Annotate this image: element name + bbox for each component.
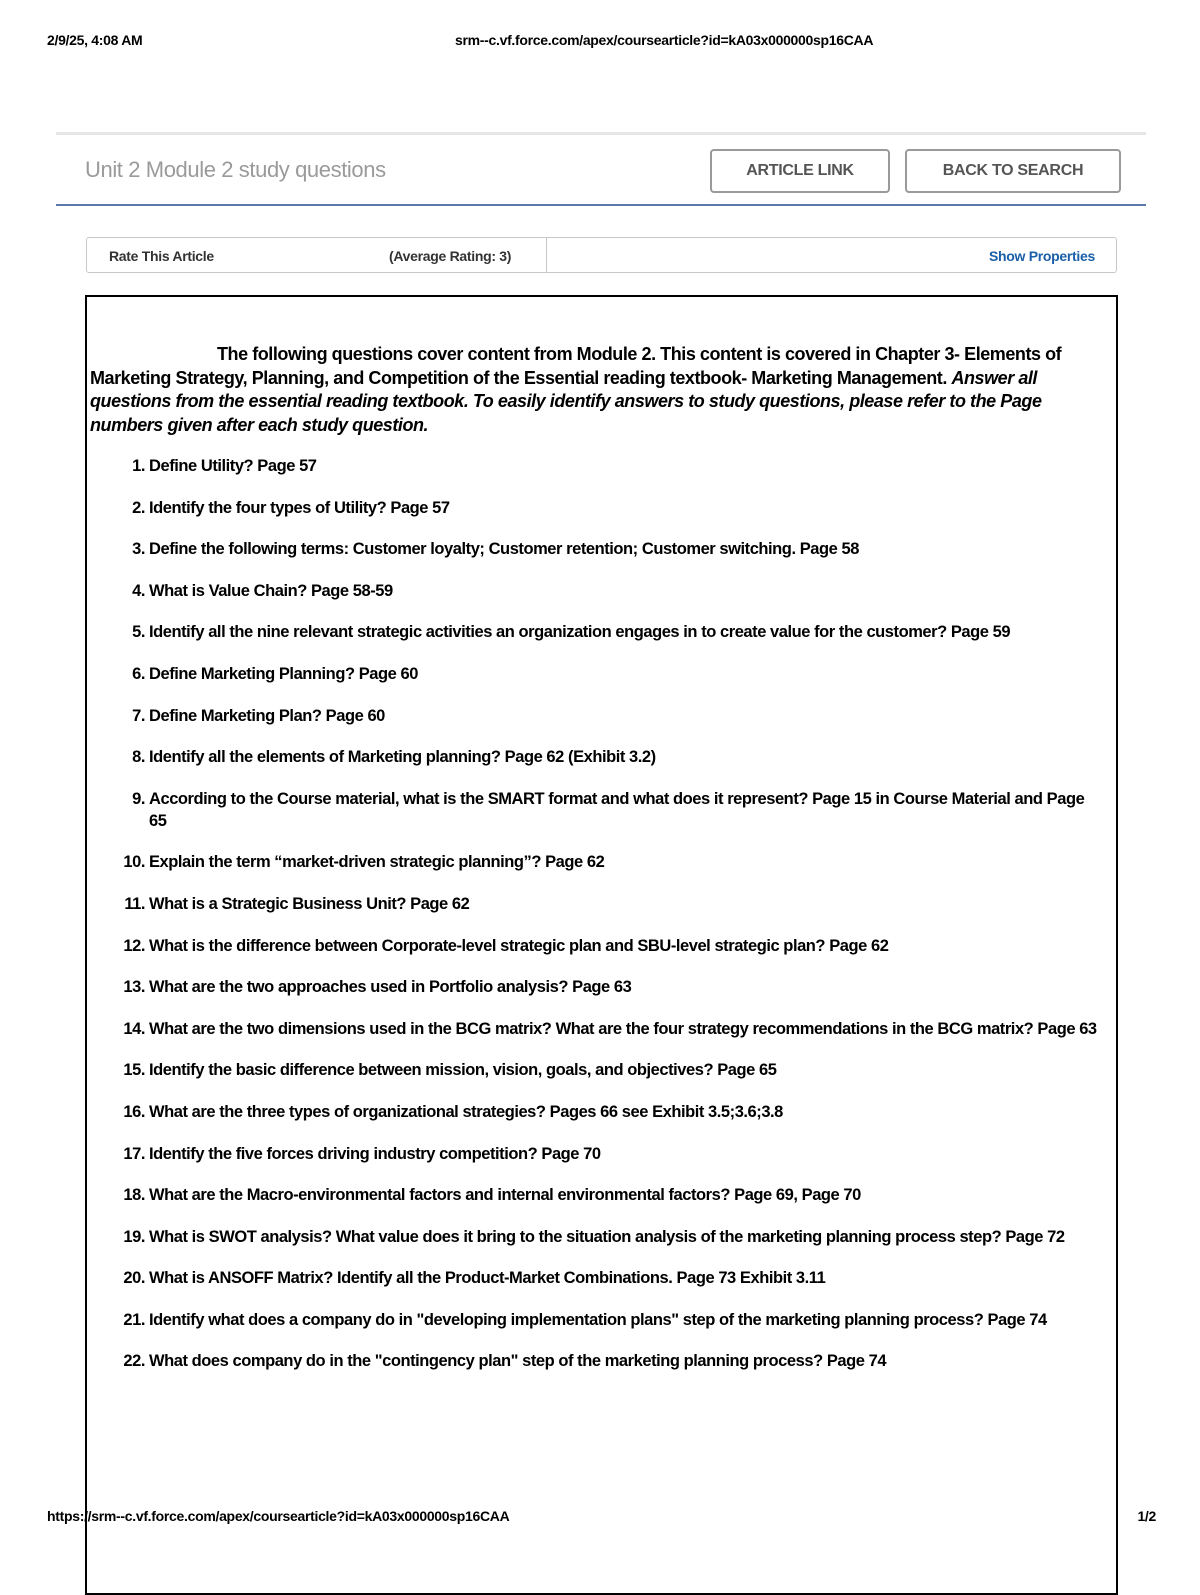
question-text: Identify the five forces driving industry competition? Page 70 [149,1144,601,1163]
question-number: 21. [123,1310,145,1329]
question-number: 1. [132,457,145,475]
question-text: What does company do in the "contingency plan" step of the marketing planning process? Page 74 [149,1352,887,1371]
intro-paragraph [90,343,1080,437]
rating-bar [86,237,1117,273]
question-text: According to the Course material, what is the SMART format and what does it represent? Page 15 in Course Material and Page 65 [149,789,1085,830]
question-number: 9. [132,789,145,808]
question-text: Explain the term “market-driven strategic planning”? Page 62 [149,853,605,872]
question-number: 15. [123,1061,145,1080]
intro-italic: Answer all questions from the essential reading textbook. To easily identify answers to study questions, please refer to the [90,367,1037,411]
question-number: 8. [132,748,145,767]
list-item [87,1309,1097,1331]
question-text: Define the following terms: Customer loyalty; Customer retention; Customer switching. Page 58 [149,540,859,559]
list-item [87,663,1097,685]
list-item [87,1059,1097,1081]
question-number: 2. [132,498,145,517]
question-text: What is a Strategic Business Unit? Page 62 [149,894,470,913]
list-item [87,538,1097,560]
print-footer-url: https://srm--c.vf.force.com/apex/coursearticle?id=kA03x000000sp16CAA [47,1508,510,1524]
list-item [87,851,1097,873]
question-number: 3. [132,540,145,559]
print-datetime: 2/9/25, 4:08 AM [47,32,143,48]
question-number: 16. [123,1102,145,1121]
question-text: Define Utility? Page 57 [149,457,317,475]
question-text: Identify the basic difference between mission, vision, goals, and objectives? Page 65 [149,1061,777,1080]
question-number: 4. [132,581,145,600]
article-content [85,295,1118,1595]
article-link-button[interactable]: ARTICLE LINK [710,149,890,193]
question-text: What is SWOT analysis? What value does it bring to the situation analysis of the marketing planning process step? Page 72 [149,1227,1065,1246]
question-text: Define Marketing Plan? Page 60 [149,706,385,725]
print-header-url: srm--c.vf.force.com/apex/coursearticle?id=kA03x000000sp16CAA [455,32,874,48]
page-number: 1/2 [1137,1508,1156,1524]
list-item [87,788,1097,832]
list-item [87,1018,1097,1040]
question-number: 22. [123,1352,145,1371]
question-text: What are the three types of organizational strategies? Pages 66 see Exhibit 3.5;3.6;3.8 [149,1102,783,1121]
list-item [87,976,1097,998]
list-item [87,935,1097,957]
question-number: 7. [132,706,145,725]
show-properties-link[interactable]: Show Properties [989,248,1095,264]
study-questions-list [87,455,1097,1392]
question-number: 5. [132,623,145,642]
list-item [87,746,1097,768]
list-item [87,1184,1097,1206]
question-text: What are the Macro-environmental factors and internal environmental factors? Page 69, Page 70 [149,1186,861,1205]
rating-divider [546,238,547,272]
question-text: Identify all the elements of Marketing planning? Page 62 (Exhibit 3.2) [149,748,656,767]
list-item [87,1350,1097,1372]
question-text: What are the two dimensions used in the BCG matrix? What are the four strategy recommendations in the BCG matrix? Page 63 [149,1019,1097,1038]
rate-article-label[interactable]: Rate This Article [109,248,214,264]
question-number: 6. [132,664,145,683]
list-item [87,1226,1097,1248]
question-number: 10. [123,853,145,872]
question-number: 18. [123,1186,145,1205]
question-text: Identify all the nine relevant strategic activities an organization engages in to create value for the customer? Page 59 [149,623,1011,642]
average-rating: (Average Rating: 3) [389,248,512,264]
question-number: 13. [123,978,145,997]
list-item [87,893,1097,915]
intro-bold-italic: Page numbers [90,391,1042,435]
question-text: Identify the four types of Utility? Page 57 [149,498,450,517]
question-number: 12. [123,936,145,955]
list-item [87,621,1097,643]
intro-italic-end: given after each study question. [167,414,429,435]
list-item [87,705,1097,727]
question-text: What is ANSOFF Matrix? Identify all the Product-Market Combinations. Page 73 Exhibit 3.11 [149,1269,826,1288]
question-number: 19. [123,1227,145,1246]
list-item [87,580,1097,602]
question-text: What are the two approaches used in Portfolio analysis? Page 63 [149,978,632,997]
back-to-search-button[interactable]: BACK TO SEARCH [905,149,1121,193]
question-text: What is Value Chain? Page 58-59 [149,581,393,600]
question-text: Identify what does a company do in "developing implementation plans" step of the marketing planning process? Page 74 [149,1310,1047,1329]
list-item [87,497,1097,519]
article-title: Unit 2 Module 2 study questions [85,157,386,182]
question-text: What is the difference between Corporate-level strategic plan and SBU-level strategic plan? Page 62 [149,936,889,955]
question-number: 14. [123,1019,145,1038]
question-text: Define Marketing Planning? Page 60 [149,664,418,683]
article-header [56,132,1146,206]
list-item [87,1143,1097,1165]
question-number: 11. [124,894,145,913]
list-item [87,1267,1097,1289]
list-item [87,455,1097,477]
intro-text: The following questions cover content from Module 2. This content is covered in Chapter 3- Elements of Marketing Strategy, Planning, and Competition of the Essential reading textbook- Marketing Management. [90,344,1062,388]
question-number: 20. [123,1269,145,1288]
question-number: 17. [123,1144,145,1163]
list-item [87,1101,1097,1123]
